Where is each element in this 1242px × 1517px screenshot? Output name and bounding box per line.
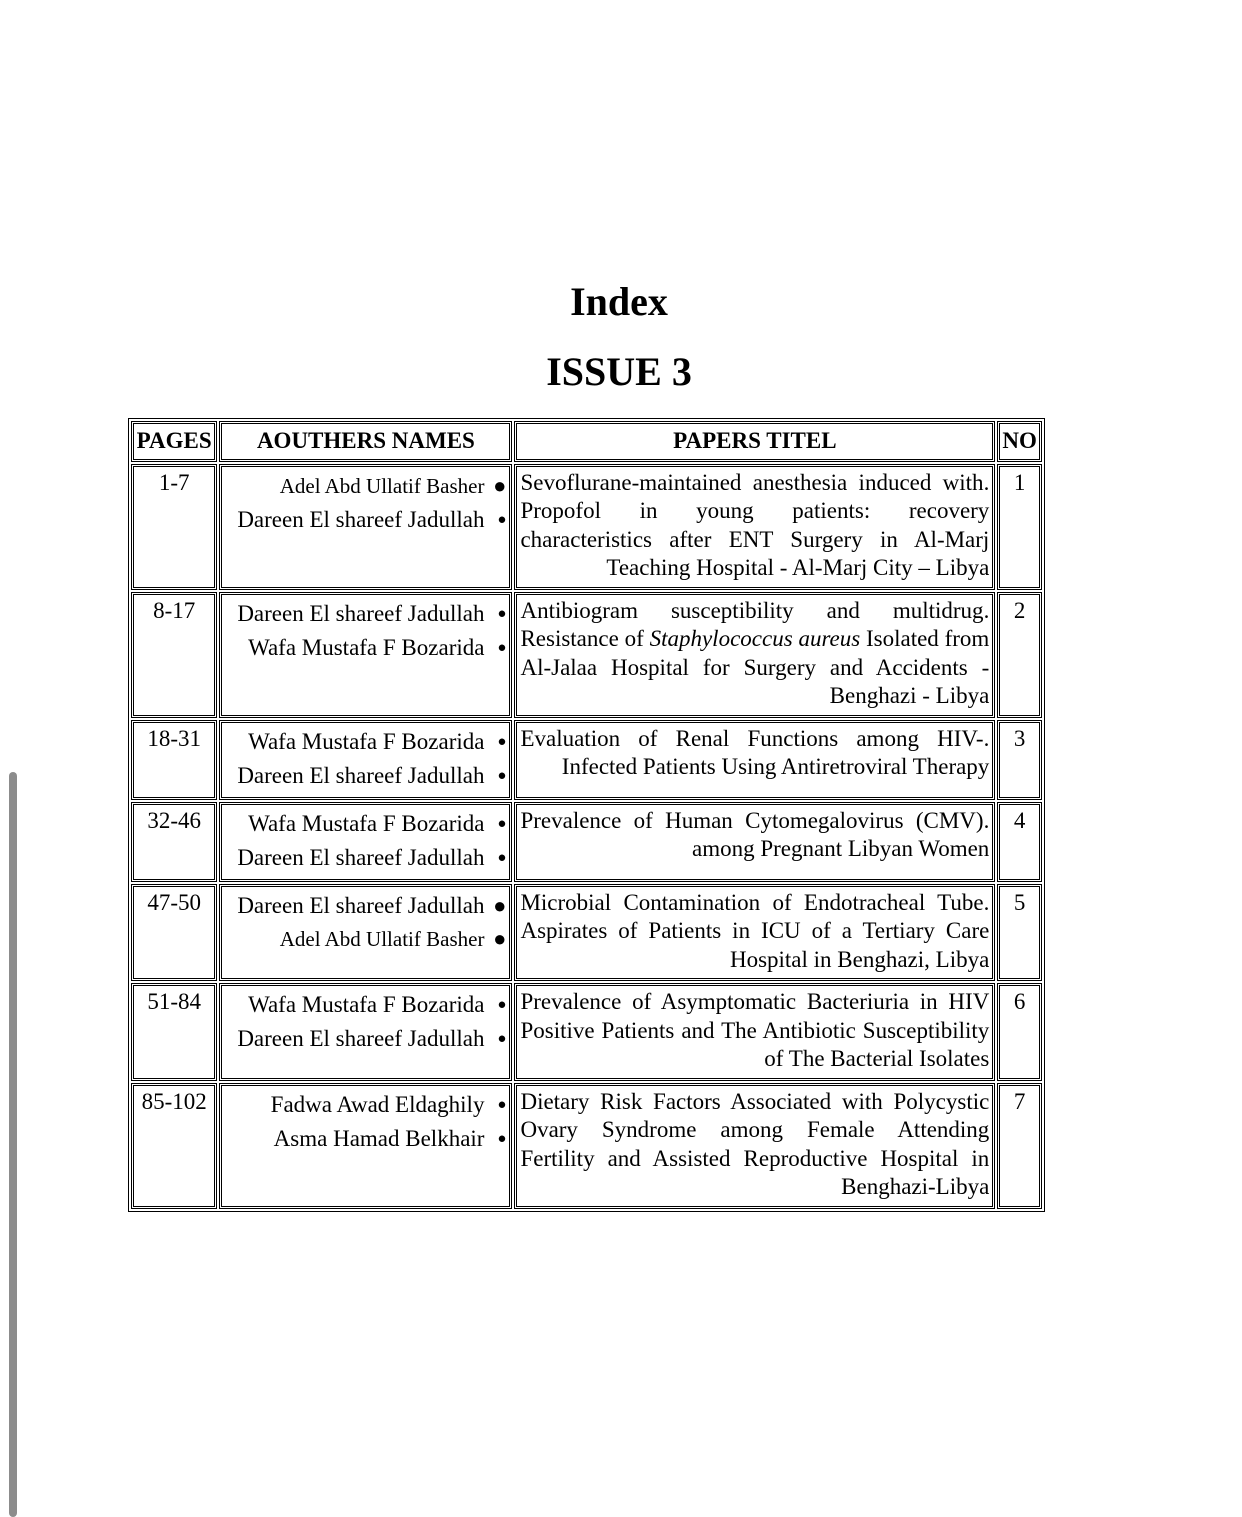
author-name: Dareen El shareef Jadullah bbox=[237, 892, 485, 918]
table-row bbox=[131, 802, 1042, 882]
bullet-icon: ● bbox=[497, 733, 507, 750]
author-name: Wafa Mustafa F Bozarida bbox=[248, 634, 485, 660]
bullet-icon: ● bbox=[497, 1130, 507, 1147]
author-name: Dareen El shareef Jadullah bbox=[237, 600, 485, 626]
row-pages: 1-7 bbox=[131, 464, 217, 590]
paper-title-text: Prevalence of Asymptomatic Bacteriuria in HIV Positive Patients and The Antibiotic Susceptibility of The Bacterial Isolates bbox=[520, 989, 990, 1071]
paper-title-part: Isolated from Al-Jalaa Hospital for Surgery and Accidents -Benghazi - Libya bbox=[520, 626, 990, 708]
author-name: Wafa Mustafa F Bozarida bbox=[248, 992, 485, 1017]
author-entry bbox=[225, 469, 506, 503]
paper-title-text: .Sevoflurane-maintained anesthesia induced with Propofol in young patients: recovery characteristics after ENT Surgery in Al-Marj Teaching Hospital - Al-Marj City – Libya bbox=[520, 469, 990, 580]
bullet-icon: ● bbox=[493, 925, 507, 951]
table-row bbox=[131, 464, 1042, 590]
author-name: Dareen El shareef Jadullah bbox=[237, 506, 485, 532]
bullet-icon: ● bbox=[493, 472, 507, 498]
author-entry bbox=[225, 988, 506, 1022]
row-paper-title bbox=[514, 884, 995, 982]
row-pages: 51-84 bbox=[131, 983, 217, 1081]
paper-title-text: .Prevalence of Human Cytomegalovirus (CMV) among Pregnant Libyan Women bbox=[520, 807, 990, 861]
row-paper-title bbox=[514, 464, 995, 590]
row-authors bbox=[219, 884, 512, 982]
row-number: 4 bbox=[997, 802, 1042, 882]
row-authors bbox=[219, 983, 512, 1081]
row-paper-title bbox=[514, 1083, 995, 1209]
row-paper-title bbox=[514, 720, 995, 800]
row-authors bbox=[219, 802, 512, 882]
author-name: Dareen El shareef Jadullah bbox=[237, 762, 485, 788]
paper-title-italic: Staphylococcus aureus bbox=[649, 626, 861, 651]
bullet-icon: ● bbox=[493, 892, 507, 918]
author-name: Adel Abd Ullatif Basher bbox=[279, 926, 485, 951]
header-no: NO bbox=[997, 421, 1042, 462]
paper-title-text bbox=[520, 598, 989, 709]
row-authors bbox=[219, 592, 512, 718]
header-title: PAPERS TITEL bbox=[514, 421, 995, 462]
row-authors bbox=[219, 720, 512, 800]
row-number: 5 bbox=[997, 884, 1042, 982]
paper-title-text: .Microbial Contamination of Endotracheal Tube Aspirates of Patients in ICU of a Tertiary Care Hospital in Benghazi, Libya bbox=[520, 889, 990, 972]
row-number: 1 bbox=[997, 464, 1042, 590]
bullet-icon: ● bbox=[497, 1031, 507, 1047]
author-entry bbox=[225, 631, 506, 665]
author-name: Fadwa Awad Eldaghily bbox=[270, 1091, 485, 1117]
author-name: Asma Hamad Belkhair bbox=[273, 1125, 485, 1151]
row-paper-title bbox=[514, 802, 995, 882]
author-entry bbox=[225, 725, 506, 759]
author-entry bbox=[225, 807, 506, 841]
author-entry bbox=[225, 1122, 506, 1156]
paper-title-part: .Antibiogram susceptibility and multidrug Resistance of bbox=[520, 597, 990, 651]
author-entry bbox=[225, 759, 506, 793]
author-name: Wafa Mustafa F Bozarida bbox=[248, 728, 485, 754]
row-pages: 18-31 bbox=[131, 720, 217, 800]
row-pages: 32-46 bbox=[131, 802, 217, 882]
author-entry bbox=[225, 841, 506, 875]
row-pages: 85-102 bbox=[131, 1083, 217, 1209]
row-pages: 8-17 bbox=[131, 592, 217, 718]
row-number: 2 bbox=[997, 592, 1042, 718]
bullet-icon: ● bbox=[497, 849, 507, 866]
table-header-row bbox=[131, 421, 1042, 462]
page-title: Index bbox=[570, 279, 668, 324]
author-entry bbox=[225, 922, 506, 956]
table-row bbox=[131, 720, 1042, 800]
row-pages: 47-50 bbox=[131, 884, 217, 982]
header-authors: AOUTHERS NAMES bbox=[219, 421, 512, 462]
table-row bbox=[131, 1083, 1042, 1209]
bullet-icon: ● bbox=[497, 997, 507, 1013]
table-row bbox=[131, 592, 1042, 718]
header-pages: PAGES bbox=[131, 421, 217, 462]
author-entry bbox=[225, 503, 506, 537]
paper-title-text: .Evaluation of Renal Functions among HIV-Infected Patients Using Antiretroviral Therapy bbox=[520, 725, 990, 779]
paper-title-text: Dietary Risk Factors Associated with Polycystic Ovary Syndrome among Female Attending Fertility and Assisted Reproductive Hospital in Benghazi-Libya bbox=[520, 1088, 990, 1199]
author-entry bbox=[225, 1088, 506, 1122]
row-authors bbox=[219, 464, 512, 590]
row-paper-title bbox=[514, 983, 995, 1081]
row-number: 6 bbox=[997, 983, 1042, 1081]
row-number: 7 bbox=[997, 1083, 1042, 1209]
bullet-icon: ● bbox=[497, 605, 507, 622]
bullet-icon: ● bbox=[497, 639, 507, 656]
bullet-icon: ● bbox=[497, 815, 507, 832]
vertical-scrollbar[interactable] bbox=[9, 772, 17, 1517]
author-name: Dareen El shareef Jadullah bbox=[237, 1026, 485, 1051]
author-entry bbox=[225, 597, 506, 631]
row-paper-title bbox=[514, 592, 995, 718]
row-authors bbox=[219, 1083, 512, 1209]
row-number: 3 bbox=[997, 720, 1042, 800]
table-row bbox=[131, 884, 1042, 982]
author-entry bbox=[225, 889, 506, 922]
bullet-icon: ● bbox=[497, 1096, 507, 1113]
author-name: Dareen El shareef Jadullah bbox=[237, 844, 485, 870]
author-entry bbox=[225, 1022, 506, 1056]
author-name: Wafa Mustafa F Bozarida bbox=[248, 810, 485, 836]
issue-subtitle: ISSUE 3 bbox=[546, 349, 692, 394]
index-table bbox=[128, 418, 1045, 1212]
table-row bbox=[131, 983, 1042, 1081]
bullet-icon: ● bbox=[497, 511, 507, 528]
bullet-icon: ● bbox=[497, 767, 507, 784]
author-name: Adel Abd Ullatif Basher bbox=[279, 473, 485, 498]
